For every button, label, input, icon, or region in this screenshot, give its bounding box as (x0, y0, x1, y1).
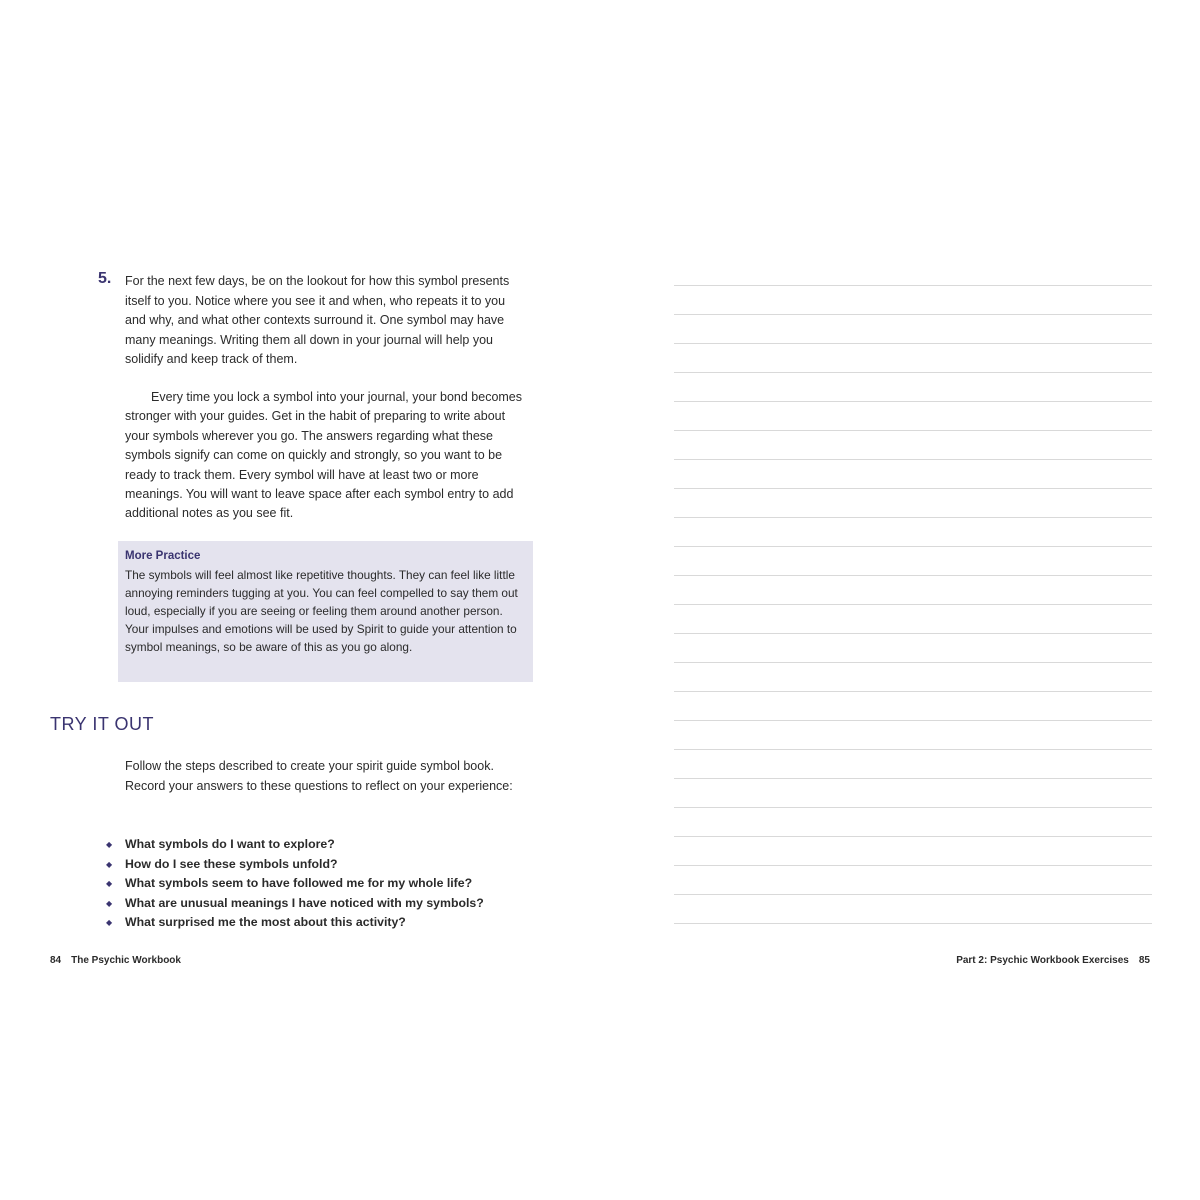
writing-line (674, 372, 1152, 373)
list-item (106, 874, 546, 894)
diamond-bullet-icon: ◆ (106, 898, 113, 908)
list-item (106, 855, 546, 875)
diamond-bullet-icon: ◆ (106, 918, 113, 927)
intro-paragraph: Follow the steps described to create your spirit guide symbol book. Record your answers to these questions to reflect on your experience: (125, 759, 513, 793)
section-heading: TRY IT OUT (50, 714, 155, 734)
writing-line (674, 430, 1152, 431)
step-text: For the next few days, be on the lookout for how this symbol presents itself to you. Notice where you see it and when, who repeats it to you and why, and what other contexts surround it. One symbol may have many meanings. Writing them all down in your journal will help you solidify and keep track of them. (125, 274, 510, 366)
writing-line (674, 314, 1152, 315)
body-paragraph: Every time you lock a symbol into your journal, your bond becomes stronger with your guides. Get in the habit of preparing to write about your symbols wherever you go. The answers regarding what these symbols signify can come on quickly and strongly, so you want to be ready to track them. Every symbol will have at least two or more meanings. You will want to leave space after each symbol entry to add additional notes as you see fit. (125, 390, 523, 521)
question-text: What surprised me the most about this activity? (125, 915, 406, 929)
question-list (106, 835, 546, 933)
more-practice-box (118, 541, 533, 682)
writing-line (674, 401, 1152, 402)
writing-line (674, 720, 1152, 721)
writing-line (674, 894, 1152, 895)
writing-line (674, 836, 1152, 837)
running-title: Part 2: Psychic Workbook Exercises (956, 955, 1129, 966)
writing-line (674, 343, 1152, 344)
running-title: The Psychic Workbook (71, 955, 181, 966)
writing-line (674, 459, 1152, 460)
writing-line (674, 749, 1152, 750)
question-text: What are unusual meanings I have noticed with my symbols? (125, 895, 484, 910)
step-number: 5. (98, 270, 112, 287)
writing-line (674, 488, 1152, 489)
writing-line (674, 662, 1152, 663)
writing-line (674, 807, 1152, 808)
practice-title: More Practice (125, 550, 201, 562)
writing-line (674, 633, 1152, 634)
list-item (106, 835, 546, 855)
right-page (600, 0, 1200, 1200)
writing-line (674, 778, 1152, 779)
diamond-bullet-icon: ◆ (106, 840, 113, 849)
writing-line (674, 865, 1152, 866)
writing-line (674, 517, 1152, 518)
writing-line (674, 575, 1152, 576)
question-text: What symbols do I want to explore? (125, 837, 335, 851)
writing-line (674, 923, 1152, 924)
list-item (106, 894, 546, 914)
page-number: 85 (1138, 955, 1150, 966)
writing-line (674, 691, 1152, 692)
writing-line (674, 546, 1152, 547)
question-text: How do I see these symbols unfold? (125, 856, 338, 871)
question-text: What symbols seem to have followed me for my whole life? (125, 876, 473, 890)
right-footer (956, 955, 1150, 966)
page-number: 84 (50, 955, 62, 966)
diamond-bullet-icon: ◆ (106, 879, 113, 888)
diamond-bullet-icon: ◆ (106, 859, 113, 869)
practice-text: The symbols will feel almost like repetitive thoughts. They can feel like little annoying reminders tugging at you. You can feel compelled to say them out loud, especially if you are seeing or feeling them around another person. Your impulses and emotions will be used by Spirit to guide your attention to symbol meanings, so be aware of this as you go along. (125, 568, 518, 654)
list-item (106, 913, 546, 933)
left-footer (50, 955, 181, 966)
writing-line (674, 604, 1152, 605)
writing-line (674, 285, 1152, 286)
